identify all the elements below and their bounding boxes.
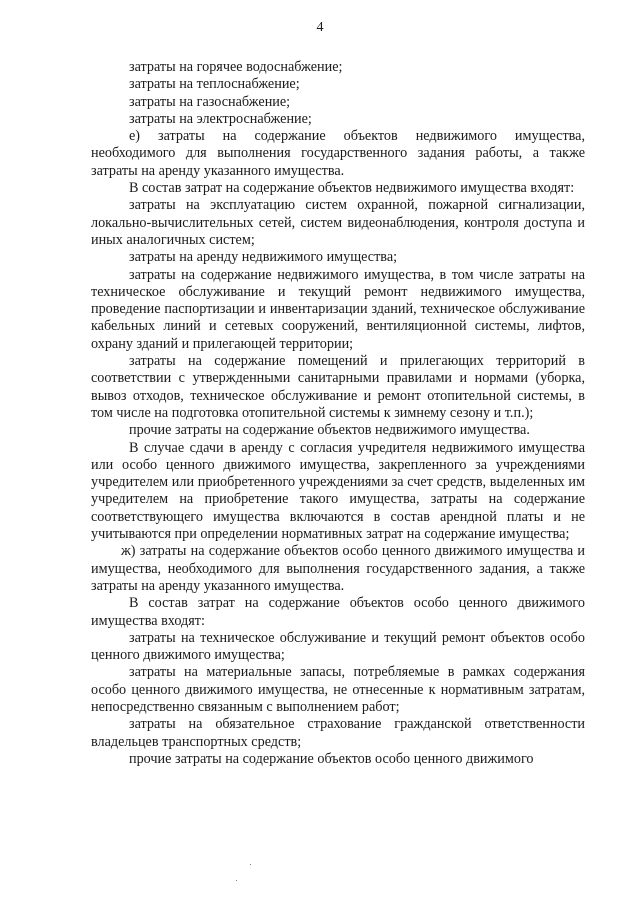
list-item: затраты на материальные запасы, потребляемые в рамках содержания особо ценного движимого имущества, не отнесенные к нормативным затратам, непосредственно связанным с выполнением работ; [91, 664, 585, 715]
section-e-paragraph: е) затраты на содержание объектов недвижимого имущества, необходимого для выполнения государственного задания работы, а также затраты на аренду указанного имущества. [91, 128, 585, 179]
list-item: затраты на техническое обслуживание и текущий ремонт объектов особо ценного движимого имущества; [91, 629, 585, 664]
list-item: прочие затраты на содержание объектов недвижимого имущества. [129, 422, 530, 439]
section-zh-paragraph: ж) затраты на содержание объектов особо ценного движимого имущества и имущества, необходимого для выполнения государственного задания, а также затраты на аренду указанного имущества. [91, 543, 585, 594]
list-item: затраты на содержание помещений и прилегающих территорий в соответствии с утвержденными санитарными правилами и нормами (уборка, вывоз отходов, техническое обслуживание и ремонт отопительной системы, в том числе на подготовка отопительной системы к зимнему сезону и т.п.); [91, 353, 585, 421]
list-item: затраты на эксплуатацию систем охранной, пожарной сигнализации, локально-вычислительных сетей, систем видеонаблюдения, контроля доступа и иных аналогичных систем; [91, 197, 585, 248]
paragraph: В случае сдачи в аренду с согласия учредителя недвижимого имущества или особо ценного движимого имущества, закрепленного за учреждениями учредителем или приобретенного учреждениями за счет средств, выделенных им учредителем на приобретение такого имущества, затраты на содержание соответствующего имущества включаются в состав арендной платы и не учитываются при определении нормативных затрат на содержание имущества; [91, 439, 585, 543]
list-item: затраты на аренду недвижимого имущества; [129, 249, 398, 266]
document-body [91, 59, 585, 768]
paragraph: В состав затрат на содержание объектов недвижимого имущества входят: [129, 180, 575, 197]
scan-speck [236, 880, 237, 881]
page-number: 4 [316, 20, 324, 35]
list-item: затраты на газоснабжение; [129, 93, 291, 110]
list-item: затраты на содержание недвижимого имущества, в том числе затраты на техническое обслуживание и текущий ремонт недвижимого имущества, проведение паспортизации и инвентаризации зданий, техническое обслуживание кабельных линий и сетевых сооружений, вентиляционной системы, лифтов, охрану зданий и прилегающей территории; [91, 266, 585, 352]
list-item: затраты на электроснабжение; [129, 110, 312, 127]
scan-speck [250, 864, 251, 865]
paragraph: В состав затрат на содержание объектов особо ценного движимого имущества входят: [91, 595, 585, 629]
list-item: затраты на теплоснабжение; [129, 76, 300, 93]
list-item: затраты на горячее водоснабжение; [129, 59, 343, 75]
list-item: затраты на обязательное страхование гражданской ответственности владельцев транспортных средств; [91, 716, 585, 750]
list-item: прочие затраты на содержание объектов особо ценного движимого [129, 750, 534, 767]
